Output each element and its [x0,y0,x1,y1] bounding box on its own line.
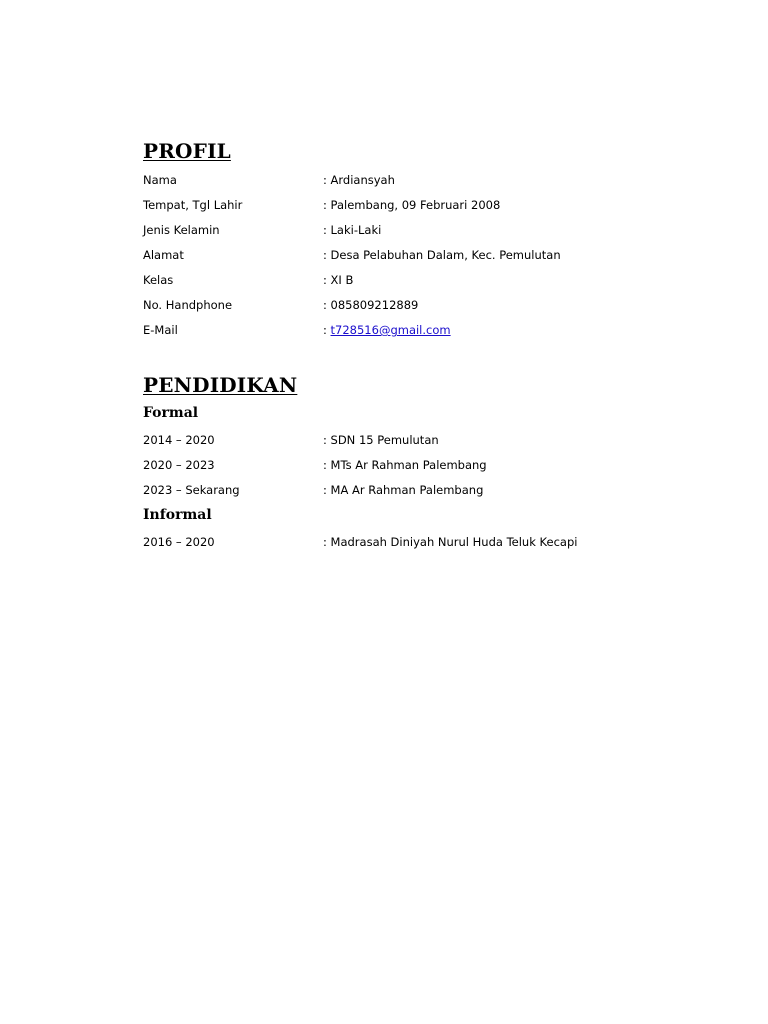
row-label: Kelas [143,273,174,287]
row-label: 2016 – 2020 [143,535,215,549]
formal-row-mts [143,456,703,474]
row-label: 2020 – 2023 [143,458,215,472]
informal-row-madrasah [143,533,703,551]
profil-heading: PROFIL [143,139,231,163]
profil-row-tempat-tgl-lahir [143,196,703,214]
row-label: 2014 – 2020 [143,433,215,447]
email-prefix: : [323,323,331,337]
row-value: : Desa Pelabuhan Dalam, Kec. Pemulutan [323,248,561,262]
row-label: No. Handphone [143,298,233,312]
row-value: : SDN 15 Pemulutan [323,433,439,447]
profil-row-handphone [143,296,703,314]
row-value [323,321,451,339]
profil-row-nama [143,171,703,189]
email-link[interactable]: t728516@gmail.com [330,323,451,337]
pendidikan-heading: PENDIDIKAN [143,373,298,397]
row-value: : MTs Ar Rahman Palembang [323,458,487,472]
row-value: : 085809212889 [323,298,419,312]
profil-row-email [143,321,703,339]
formal-row-ma [143,481,703,499]
row-value: : Palembang, 09 Februari 2008 [323,198,501,212]
row-label: 2023 – Sekarang [143,483,240,497]
formal-row-sd [143,431,703,449]
profil-row-jenis-kelamin [143,221,703,239]
formal-heading: Formal [143,405,199,421]
row-value: : Laki-Laki [323,223,382,237]
profil-row-alamat [143,246,703,264]
profil-row-kelas [143,271,703,289]
row-value: : MA Ar Rahman Palembang [323,483,484,497]
row-label: E-Mail [143,323,178,337]
row-label: Tempat, Tgl Lahir [143,198,243,212]
row-value: : Ardiansyah [323,173,395,187]
row-label: Alamat [143,248,184,262]
row-value: : Madrasah Diniyah Nurul Huda Teluk Kecapi [323,535,578,549]
row-label: Jenis Kelamin [143,223,220,237]
row-value: : XI B [323,273,354,287]
row-label: Nama [143,173,177,187]
informal-heading: Informal [143,507,212,523]
